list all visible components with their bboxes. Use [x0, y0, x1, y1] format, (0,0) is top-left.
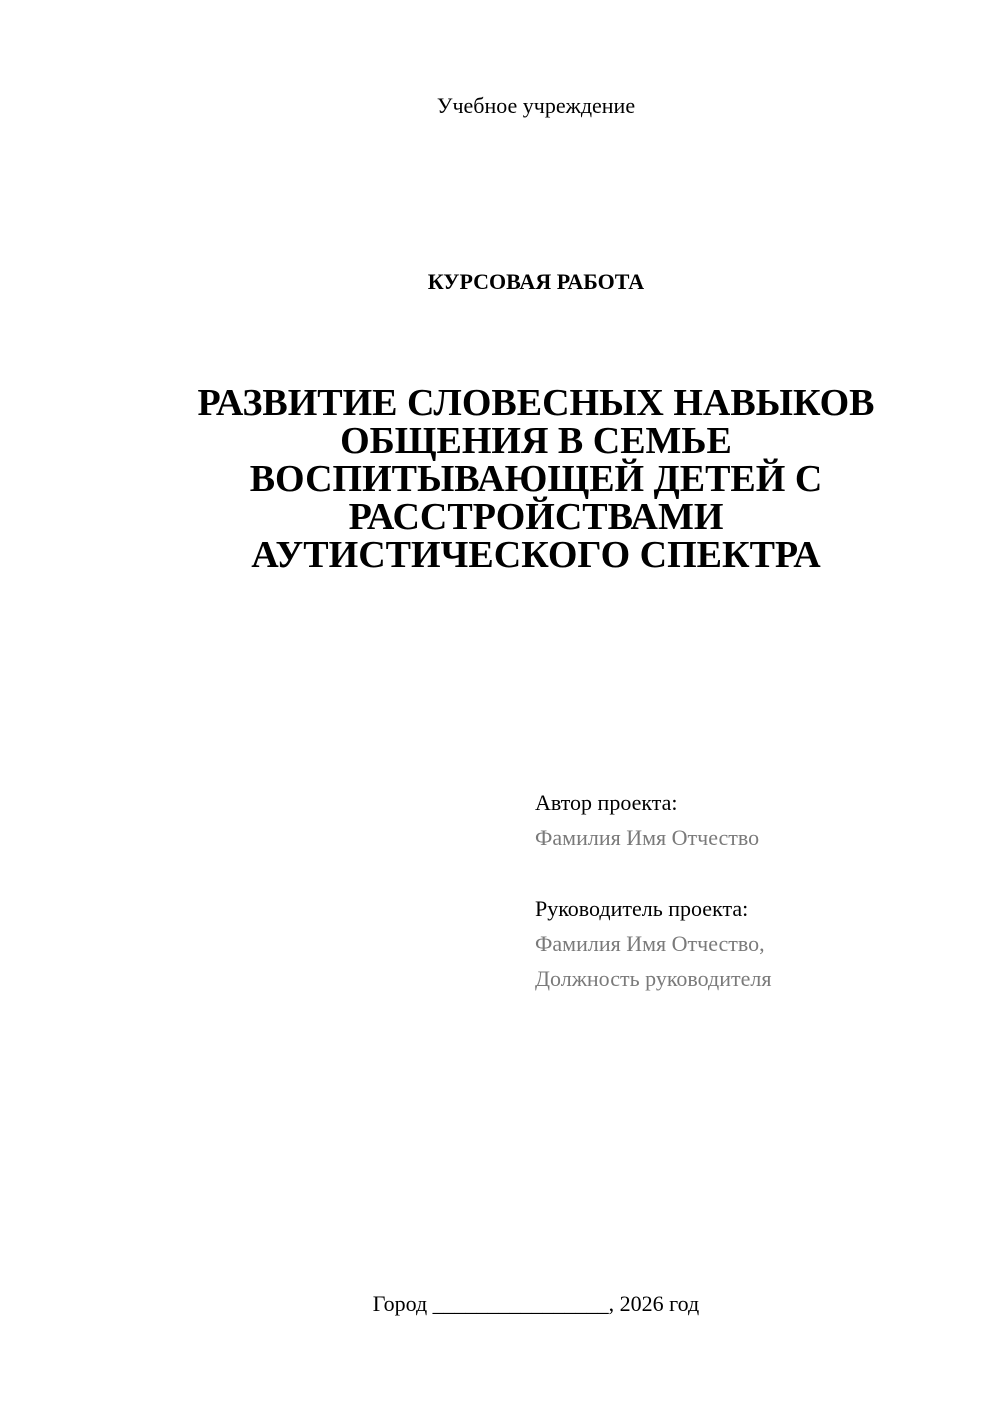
author-block	[535, 785, 975, 855]
supervisor-label: Руководитель проекта:	[535, 896, 749, 921]
title-line: ОБЩЕНИЯ В СЕМЬЕ	[340, 420, 732, 462]
institution-name: Учебное учреждение	[436, 93, 636, 118]
supervisor-position: Должность руководителя	[535, 966, 772, 991]
supervisor-block	[535, 891, 975, 996]
city-year-line: Город ________________, 2026 год	[372, 1291, 700, 1316]
title-line: АУТИСТИЧЕСКОГО СПЕКТРА	[251, 534, 821, 576]
author-name: Фамилия Имя Отчество	[535, 825, 760, 850]
title-line: ВОСПИТЫВАЮЩЕЙ ДЕТЕЙ С	[249, 458, 823, 500]
author-label: Автор проекта:	[535, 790, 678, 815]
document-title	[0, 384, 1000, 574]
title-line: РАССТРОЙСТВАМИ	[348, 496, 724, 538]
document-type: КУРСОВАЯ РАБОТА	[427, 269, 645, 294]
supervisor-name: Фамилия Имя Отчество,	[535, 931, 765, 956]
title-line: РАЗВИТИЕ СЛОВЕСНЫХ НАВЫКОВ	[197, 382, 875, 424]
